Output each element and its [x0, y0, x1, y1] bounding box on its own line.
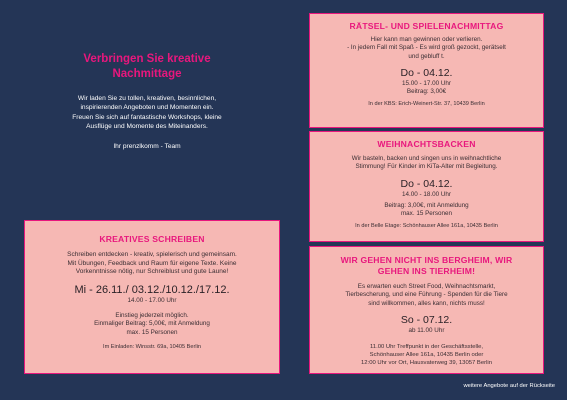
event-fee	[31, 312, 273, 337]
event-time: 14.00 - 18.00 Uhr	[401, 190, 451, 198]
description-line: Vorkenntnisse nötig, nur Schreiblust und gute Laune!	[75, 268, 229, 276]
event-venue: In der Belle Etage: Schönhauser Allee 161a, 10435 Berlin	[355, 223, 498, 230]
description-line: Mit Übungen, Feedback und Raum für eigene Texte. Keine	[67, 259, 237, 267]
event-time: 14.00 - 17.00 Uhr	[127, 296, 177, 304]
event-fee	[318, 202, 535, 219]
event-date: Do - 04.12.	[400, 177, 453, 190]
footer-note: weitere Angebote auf der Rückseite	[463, 383, 555, 389]
event-card-tierheim	[309, 246, 544, 374]
fee-line: Einmaliger Beitrag: 5,00€, mit Anmeldung	[94, 320, 210, 328]
fee-line: Beitrag: 3,00€, mit Anmeldung	[384, 201, 469, 209]
intro-title-line1: Verbringen Sie kreative	[83, 53, 211, 65]
event-card-raetsel	[309, 13, 544, 128]
intro-title	[38, 52, 256, 82]
intro-body-line: Freuen Sie sich auf fantastische Workshops, kleine	[72, 113, 222, 121]
description-line: - In jedem Fall mit Spaß - Es wird groß gezockt, gerätselt	[347, 44, 506, 52]
capacity-line: max. 15 Personen	[126, 328, 178, 336]
intro-body	[38, 94, 256, 132]
description-line: Wir basteln, backen und singen uns in weihnachtliche	[351, 155, 502, 162]
description-line: Tierbescherung, und eine Führung - Spenden für die Tiere	[345, 291, 508, 299]
event-fee: Beitrag: 3,00€	[406, 88, 447, 96]
description-line: Schreiben entdecken - kreativ, spielerisch und gemeinsam.	[67, 251, 237, 258]
title-line: GEHEN INS TIERHEIM!	[377, 266, 476, 276]
description-line: Es erwarten euch Street Food, Weihnachtsmarkt,	[357, 283, 496, 290]
description-line: sind willkommen, alles kann, nichts muss!	[368, 299, 485, 307]
event-time: 15.00 - 17.00 Uhr	[401, 79, 451, 87]
event-description	[318, 283, 535, 308]
event-title: WEIHNACHTSBACKEN	[377, 139, 476, 149]
title-line: WIR GEHEN NICHT INS BERGHEIM, WIR	[340, 255, 513, 265]
description-line: und gebluff t.	[408, 52, 445, 60]
intro-title-line2: Nachmittage	[112, 68, 182, 80]
description-line: Stimmung! Für Kinder im KiTa-Alter mit Begleitung.	[355, 163, 498, 171]
event-description	[318, 155, 535, 172]
event-time: ab 11.00 Uhr	[408, 326, 445, 334]
event-date: Do - 04.12.	[400, 66, 453, 79]
event-description	[31, 251, 273, 277]
event-venue	[318, 343, 535, 367]
event-description	[318, 36, 535, 61]
intro-signature: Ihr prenzlkomm - Team	[113, 142, 181, 150]
intro-body-line: Ausflüge und Momente des Miteinanders.	[86, 123, 208, 131]
event-card-backen	[309, 131, 544, 242]
capacity-line: max. 15 Personen	[400, 210, 453, 218]
intro-body-line: Wir laden Sie zu tollen, kreativen, besinnlichen,	[77, 95, 217, 102]
description-line: Hier kann man gewinnen oder verlieren.	[370, 36, 483, 43]
info-line: Einstieg jederzeit möglich.	[115, 312, 189, 320]
event-card-schreiben	[24, 220, 280, 374]
venue-line: 12:00 Uhr vor Ort, Hausvaterweg 39, 13057 Berlin	[361, 360, 492, 367]
event-venue: Im Einladen: Winsstr. 69a, 10405 Berlin	[103, 343, 201, 350]
event-title: KREATIVES SCHREIBEN	[99, 234, 205, 244]
event-title	[318, 255, 535, 277]
intro-body-line: inspirierenden Angeboten und Momenten ein.	[80, 104, 214, 112]
event-date: So - 07.12.	[400, 313, 453, 326]
venue-line: 11.00 Uhr Treffpunkt in der Geschäftsstelle,	[369, 344, 484, 351]
event-venue: In der KBS: Erich-Weinert-Str. 37, 10439 Berlin	[368, 101, 485, 108]
event-date: Mi - 26.11./ 03.12./10.12./17.12.	[74, 283, 230, 296]
intro-block	[38, 52, 256, 151]
venue-line: Schönhauser Allee 161a, 10435 Berlin oder	[369, 352, 484, 359]
event-title: RÄTSEL- UND SPIELENACHMITTAG	[349, 21, 504, 31]
